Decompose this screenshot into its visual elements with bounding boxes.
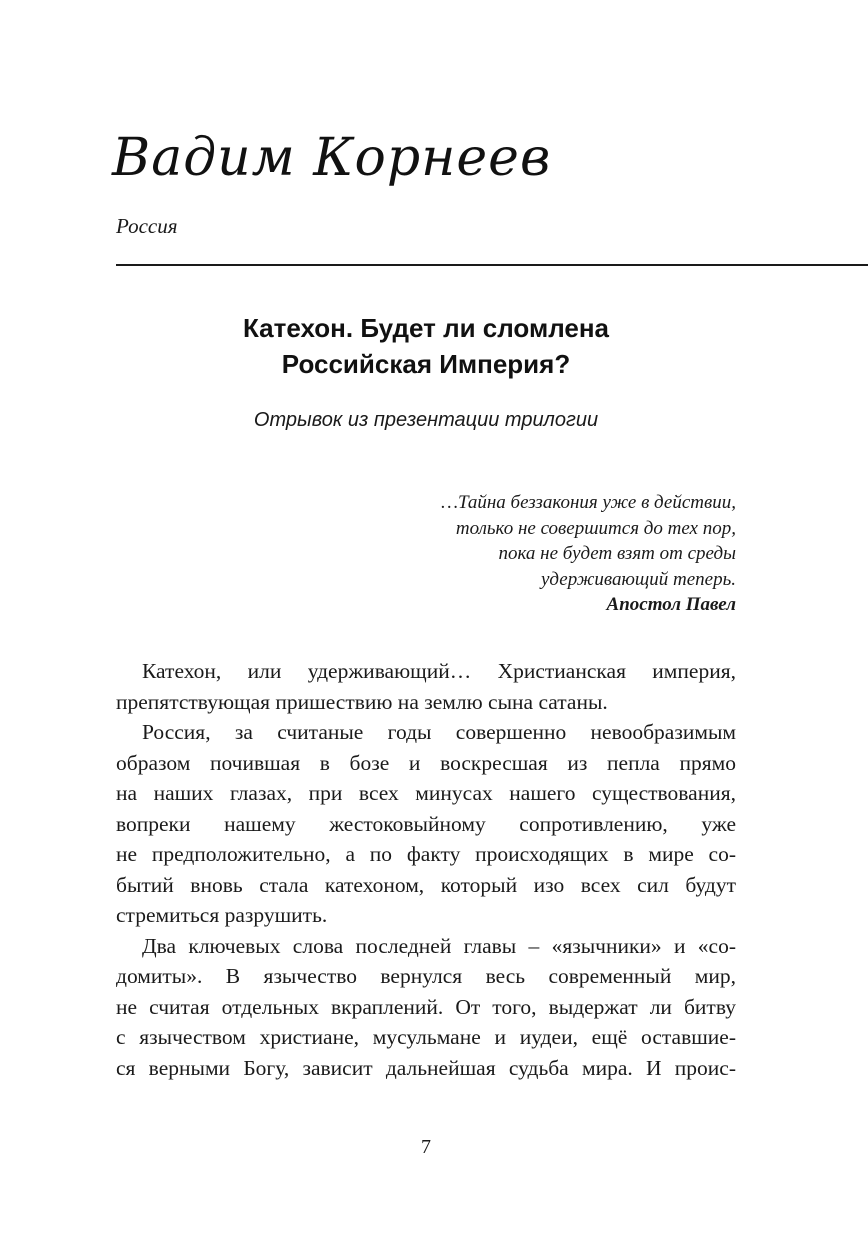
page-number: 7 bbox=[421, 1136, 431, 1158]
author-country: Россия bbox=[116, 214, 178, 238]
epigraph-line: удерживающий теперь. bbox=[541, 568, 736, 590]
epigraph-line: …Тайна беззакония уже в действии, bbox=[441, 492, 736, 513]
body-line: образом почившая в бозе и воскресшая из пепла прямо bbox=[116, 750, 736, 775]
body-line: стремиться разрушить. bbox=[116, 903, 328, 927]
article-title-line-1: Катехон. Будет ли сломлена bbox=[242, 313, 609, 343]
body-line: Россия, за считаные годы совершенно невообразимым bbox=[142, 720, 736, 744]
body-text bbox=[116, 656, 736, 1083]
body-line: Два ключевых слова последней главы – «язычники» и «со- bbox=[142, 933, 736, 958]
body-line: не считая отдельных вкраплений. От того, выдержат ли битву bbox=[116, 994, 736, 1019]
article-title-line-2: Российская Империя? bbox=[281, 349, 571, 379]
body-line: ся верными Богу, зависит дальнейшая судьба мира. И проис- bbox=[116, 1055, 736, 1080]
body-line: не предположительно, а по факту происходящих в мире со- bbox=[116, 842, 736, 866]
body-line: Катехон, или удерживающий… Христианская империя, bbox=[142, 659, 736, 683]
epigraph-line: пока не будет взят от среды bbox=[498, 543, 736, 564]
article-subtitle: Отрывок из презентации трилогии bbox=[253, 409, 599, 431]
body-line: на наших глазах, при всех минусах нашего существования, bbox=[116, 781, 736, 805]
epigraph-line: только не совершится до тех пор, bbox=[455, 517, 736, 539]
epigraph bbox=[300, 490, 736, 618]
author-name: Вадим Корнеев bbox=[112, 128, 552, 188]
body-line: бытий вновь стала катехоном, который изо всех сил будут bbox=[116, 872, 736, 897]
epigraph-attribution: Апостол Павел bbox=[606, 594, 736, 615]
body-line: домиты». В язычество вернулся весь современный мир, bbox=[116, 964, 736, 988]
body-line: препятствующая пришествию на землю сына сатаны. bbox=[116, 689, 608, 714]
header-divider bbox=[116, 264, 868, 266]
body-line: с язычеством христиане, мусульмане и иудеи, ещё оставшие- bbox=[116, 1025, 736, 1049]
body-line: вопреки нашему жестоковыйному сопротивлению, уже bbox=[116, 811, 736, 836]
